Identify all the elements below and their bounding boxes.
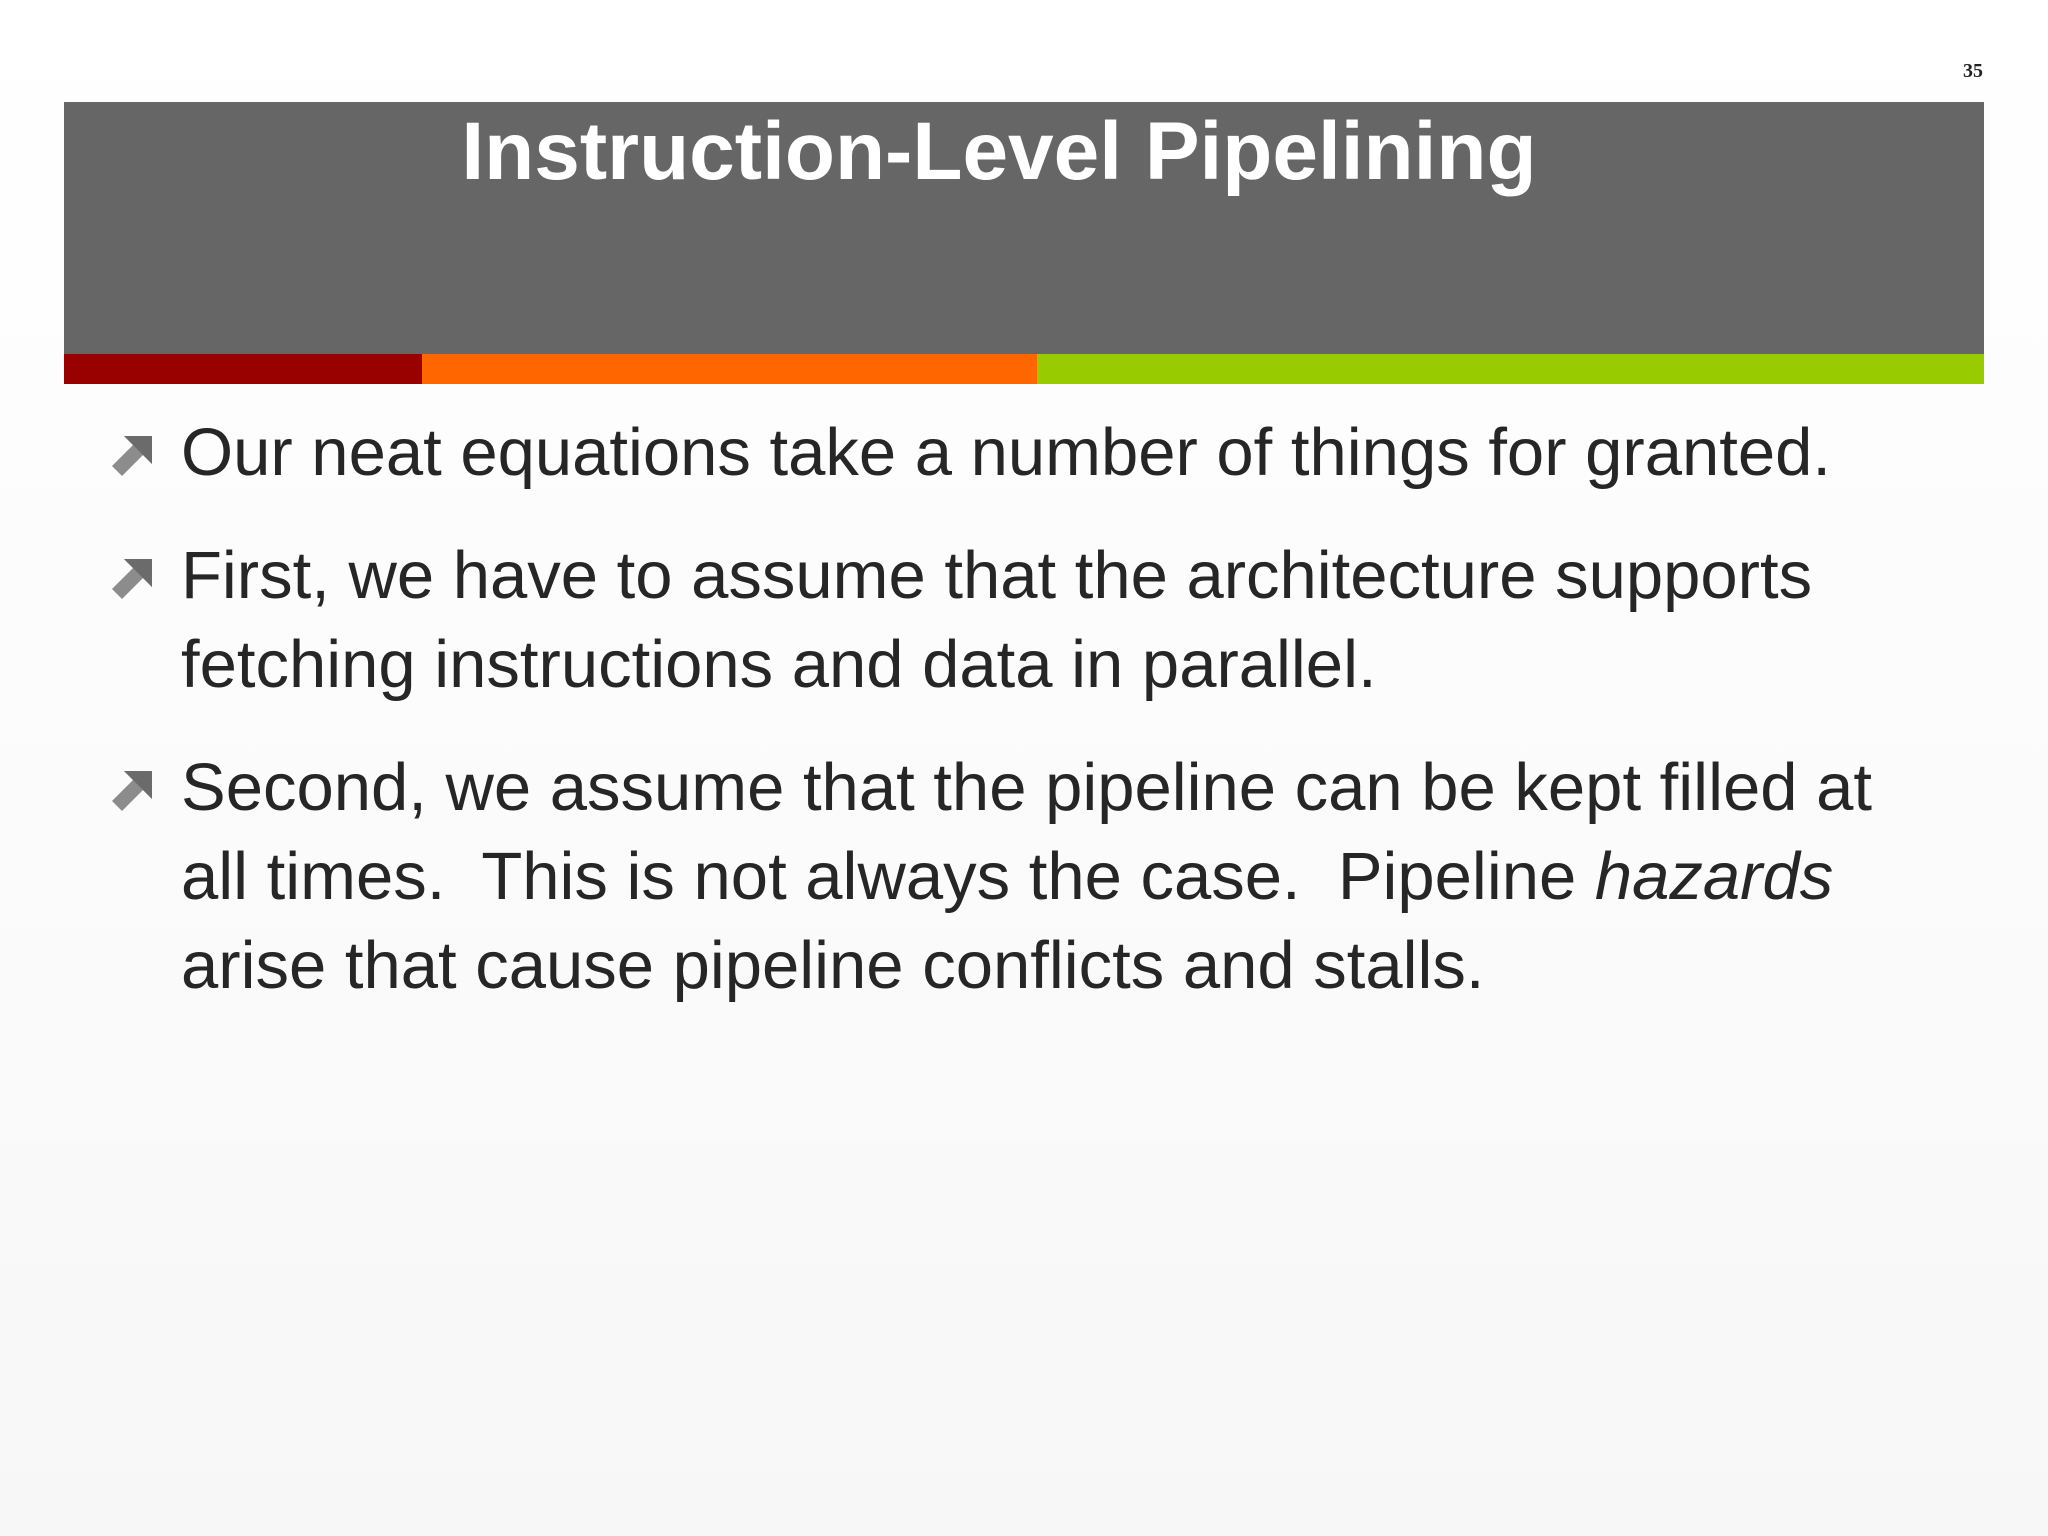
arrow-up-right-icon [110,765,158,813]
bullet-text-part: Second, we assume that the pipeline can be kept filled at all times. This is not always the case. Pipeline [181,750,1891,914]
bullet-list [110,408,1930,1044]
bullet-text [181,750,1891,1003]
accent-bar-red [64,354,422,384]
emphasis-hazards: hazards [1594,839,1834,914]
accent-bar-green [1037,354,1984,384]
arrow-up-right-icon [110,430,158,478]
bullet-text-part: arise that cause pipeline conflicts and stalls. [181,928,1485,1003]
bullet-item [110,531,1930,709]
arrow-up-right-icon [110,553,158,601]
page-number: 35 [1963,60,1983,82]
bullet-text: First, we have to assume that the architecture supports fetching instructions and data in parallel. [181,538,1813,702]
accent-bar-orange [422,354,1037,384]
bullet-item [110,408,1930,497]
slide-title: Instruction-Level Pipelining [461,106,1537,197]
bullet-text: Our neat equations take a number of things for granted. [181,415,1831,490]
bullet-item [110,743,1930,1010]
